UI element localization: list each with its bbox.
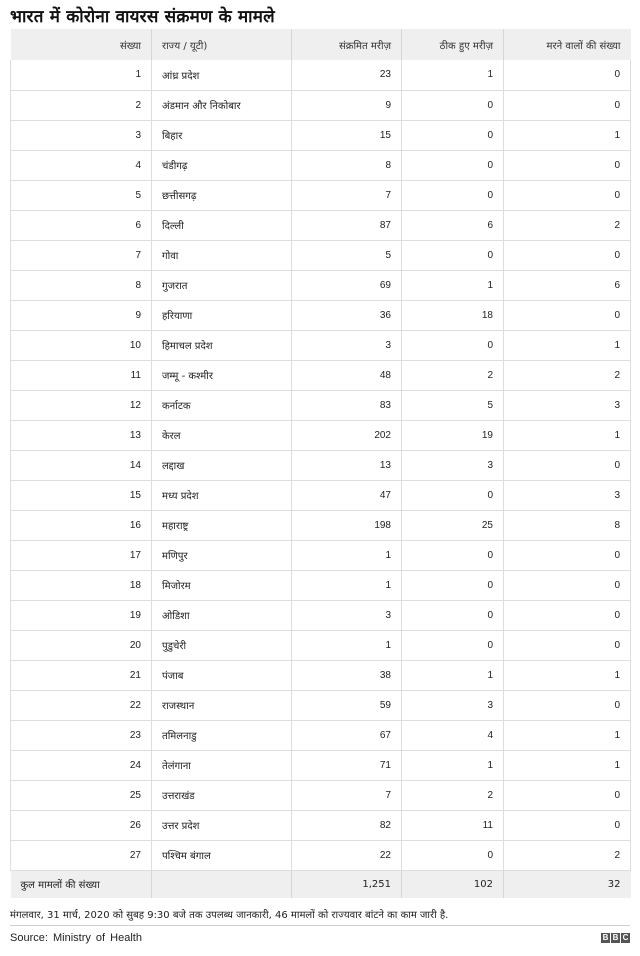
cell-deaths: 0: [504, 90, 631, 120]
cell-deaths: 0: [504, 240, 631, 270]
cell-recovered: 2: [402, 780, 504, 810]
table-row: [11, 300, 631, 330]
header-deaths: मरने वालों की संख्या: [546, 40, 621, 52]
table-row: [11, 660, 631, 690]
cell-infected: 15: [292, 120, 402, 150]
table-row: [11, 780, 631, 810]
cell-recovered: 0: [402, 90, 504, 120]
cell-serial: 5: [11, 180, 152, 210]
cell-state: छत्तीसगढ़: [152, 180, 292, 210]
table-row: [11, 120, 631, 150]
table-row: [11, 390, 631, 420]
total-spacer: [152, 870, 292, 898]
cell-infected: 48: [292, 360, 402, 390]
cell-serial: 20: [11, 630, 152, 660]
cell-state: पश्चिम बंगाल: [152, 840, 292, 870]
cell-infected: 22: [292, 840, 402, 870]
cell-infected: 67: [292, 720, 402, 750]
cell-state: लद्दाख: [152, 450, 292, 480]
table-row: [11, 330, 631, 360]
cell-deaths: 0: [504, 780, 631, 810]
table-row: [11, 150, 631, 180]
cases-table-container: [10, 29, 630, 898]
cell-recovered: 0: [402, 600, 504, 630]
cell-deaths: 2: [504, 360, 631, 390]
cell-deaths: 1: [504, 420, 631, 450]
cell-deaths: 0: [504, 150, 631, 180]
cell-deaths: 1: [504, 120, 631, 150]
header-row: [11, 29, 631, 60]
logo-letter: B: [612, 933, 619, 942]
cell-recovered: 0: [402, 570, 504, 600]
cell-infected: 1: [292, 570, 402, 600]
cell-serial: 9: [11, 300, 152, 330]
table-row: [11, 840, 631, 870]
header-recovered: ठीक हुए मरीज़: [402, 29, 504, 60]
cell-state: तेलंगाना: [152, 750, 292, 780]
cell-serial: 14: [11, 450, 152, 480]
cell-serial: 27: [11, 840, 152, 870]
cell-infected: 83: [292, 390, 402, 420]
cell-deaths: 0: [504, 180, 631, 210]
table-header: [11, 29, 631, 60]
cell-infected: 23: [292, 60, 402, 90]
cell-state: ओडिशा: [152, 600, 292, 630]
cell-state: अंडमान और निकोबार: [152, 90, 292, 120]
cell-recovered: 11: [402, 810, 504, 840]
logo-letter: C: [622, 933, 629, 942]
cell-recovered: 0: [402, 540, 504, 570]
cell-serial: 13: [11, 420, 152, 450]
total-row: [11, 870, 631, 898]
cell-infected: 69: [292, 270, 402, 300]
cell-deaths: 0: [504, 540, 631, 570]
cell-serial: 26: [11, 810, 152, 840]
cell-infected: 87: [292, 210, 402, 240]
cell-recovered: 0: [402, 180, 504, 210]
cell-serial: 10: [11, 330, 152, 360]
cell-recovered: 1: [402, 750, 504, 780]
cell-serial: 22: [11, 690, 152, 720]
cell-infected: 1: [292, 540, 402, 570]
cell-infected: 36: [292, 300, 402, 330]
table-row: [11, 480, 631, 510]
cell-serial: 23: [11, 720, 152, 750]
cell-deaths: 0: [504, 570, 631, 600]
cell-recovered: 19: [402, 420, 504, 450]
cell-deaths: 3: [504, 390, 631, 420]
bbc-logo: [601, 933, 630, 943]
cell-infected: 5: [292, 240, 402, 270]
cell-state: गुजरात: [152, 270, 292, 300]
table-row: [11, 450, 631, 480]
cell-recovered: 0: [402, 240, 504, 270]
table-row: [11, 720, 631, 750]
cell-state: पुडुचेरी: [152, 630, 292, 660]
table-row: [11, 90, 631, 120]
cases-table: [10, 29, 631, 898]
cell-recovered: 18: [402, 300, 504, 330]
cell-deaths: 0: [504, 690, 631, 720]
header-state: राज्य / यूटी): [152, 29, 292, 60]
cell-infected: 8: [292, 150, 402, 180]
total-deaths: 32: [607, 878, 621, 890]
cell-infected: 71: [292, 750, 402, 780]
cell-serial: 17: [11, 540, 152, 570]
cell-infected: 9: [292, 90, 402, 120]
cell-serial: 7: [11, 240, 152, 270]
cell-deaths: 0: [504, 630, 631, 660]
cell-deaths: 3: [504, 480, 631, 510]
cell-infected: 13: [292, 450, 402, 480]
cell-infected: 59: [292, 690, 402, 720]
total-label: कुल मामलों की संख्या: [11, 870, 152, 898]
cell-serial: 2: [11, 90, 152, 120]
cell-serial: 18: [11, 570, 152, 600]
cell-deaths: 6: [504, 270, 631, 300]
cell-recovered: 1: [402, 60, 504, 90]
cell-state: जम्मू - कश्मीर: [152, 360, 292, 390]
cell-infected: 202: [292, 420, 402, 450]
cell-infected: 1: [292, 630, 402, 660]
table-row: [11, 510, 631, 540]
cell-deaths: 0: [504, 60, 631, 90]
cell-recovered: 0: [402, 630, 504, 660]
cell-recovered: 2: [402, 360, 504, 390]
cell-state: कर्नाटक: [152, 390, 292, 420]
cell-recovered: 3: [402, 450, 504, 480]
cell-deaths: 1: [504, 750, 631, 780]
cell-serial: 6: [11, 210, 152, 240]
cell-recovered: 3: [402, 690, 504, 720]
cell-state: मिजोरम: [152, 570, 292, 600]
table-row: [11, 540, 631, 570]
cell-deaths: 2: [504, 840, 631, 870]
cell-infected: 3: [292, 330, 402, 360]
table-row: [11, 210, 631, 240]
divider: [10, 925, 630, 926]
footnote: मंगलवार, 31 मार्च, 2020 को सुबह 9:30 बजे तक उपलब्ध जानकारी, 46 मामलों को राज्यवार बांटने का काम जारी है.: [10, 910, 449, 921]
cell-serial: 25: [11, 780, 152, 810]
cell-state: हिमाचल प्रदेश: [152, 330, 292, 360]
total-recovered: 102: [402, 870, 504, 898]
cell-serial: 4: [11, 150, 152, 180]
cell-serial: 11: [11, 360, 152, 390]
table-row: [11, 240, 631, 270]
source-text: Source: Ministry of Health: [10, 932, 142, 944]
table-row: [11, 420, 631, 450]
cell-state: मध्य प्रदेश: [152, 480, 292, 510]
cell-recovered: 0: [402, 150, 504, 180]
cell-infected: 47: [292, 480, 402, 510]
cell-infected: 3: [292, 600, 402, 630]
cell-state: राजस्थान: [152, 690, 292, 720]
cell-state: आंध्र प्रदेश: [152, 60, 292, 90]
cell-serial: 12: [11, 390, 152, 420]
header-serial: संख्या: [11, 29, 152, 60]
cell-recovered: 0: [402, 480, 504, 510]
table-row: [11, 630, 631, 660]
cell-deaths: 0: [504, 810, 631, 840]
cell-state: बिहार: [152, 120, 292, 150]
total-infected: 1,251: [292, 870, 402, 898]
cell-state: केरल: [152, 420, 292, 450]
table-row: [11, 360, 631, 390]
cell-deaths: 0: [504, 600, 631, 630]
cell-state: गोवा: [152, 240, 292, 270]
cell-deaths: 1: [504, 330, 631, 360]
cell-deaths: 8: [504, 510, 631, 540]
cell-serial: 19: [11, 600, 152, 630]
cell-state: हरियाणा: [152, 300, 292, 330]
table-row: [11, 570, 631, 600]
cell-recovered: 6: [402, 210, 504, 240]
cell-deaths: 0: [504, 300, 631, 330]
table-row: [11, 60, 631, 90]
cell-deaths: 1: [504, 720, 631, 750]
cell-serial: 1: [11, 60, 152, 90]
logo-letter: B: [602, 933, 609, 942]
cell-deaths: 0: [504, 450, 631, 480]
cell-infected: 38: [292, 660, 402, 690]
table-row: [11, 180, 631, 210]
cell-state: महाराष्ट्र: [152, 510, 292, 540]
table-footer: [11, 870, 631, 898]
cell-serial: 3: [11, 120, 152, 150]
cell-serial: 16: [11, 510, 152, 540]
cell-recovered: 0: [402, 120, 504, 150]
cell-recovered: 0: [402, 840, 504, 870]
cell-serial: 8: [11, 270, 152, 300]
cell-recovered: 1: [402, 660, 504, 690]
header-infected: संक्रमित मरीज़: [292, 29, 402, 60]
cell-state: पंजाब: [152, 660, 292, 690]
cell-deaths: 1: [504, 660, 631, 690]
table-row: [11, 690, 631, 720]
cell-infected: 198: [292, 510, 402, 540]
cell-state: चंडीगढ़: [152, 150, 292, 180]
cell-serial: 15: [11, 480, 152, 510]
cell-state: उत्तर प्रदेश: [152, 810, 292, 840]
table-row: [11, 750, 631, 780]
cell-infected: 7: [292, 780, 402, 810]
page-title: भारत में कोरोना वायरस संक्रमण के मामले: [10, 7, 275, 27]
table-row: [11, 270, 631, 300]
cell-recovered: 0: [402, 330, 504, 360]
cell-infected: 82: [292, 810, 402, 840]
cell-recovered: 5: [402, 390, 504, 420]
cell-state: उत्तराखंड: [152, 780, 292, 810]
cell-state: दिल्ली: [152, 210, 292, 240]
cell-serial: 21: [11, 660, 152, 690]
cell-recovered: 4: [402, 720, 504, 750]
table-row: [11, 810, 631, 840]
table-row: [11, 600, 631, 630]
cell-state: तमिलनाडु: [152, 720, 292, 750]
table-body: [11, 60, 631, 870]
cell-deaths: 2: [504, 210, 631, 240]
cell-state: मणिपुर: [152, 540, 292, 570]
cell-recovered: 25: [402, 510, 504, 540]
cell-infected: 7: [292, 180, 402, 210]
cell-serial: 24: [11, 750, 152, 780]
cell-recovered: 1: [402, 270, 504, 300]
